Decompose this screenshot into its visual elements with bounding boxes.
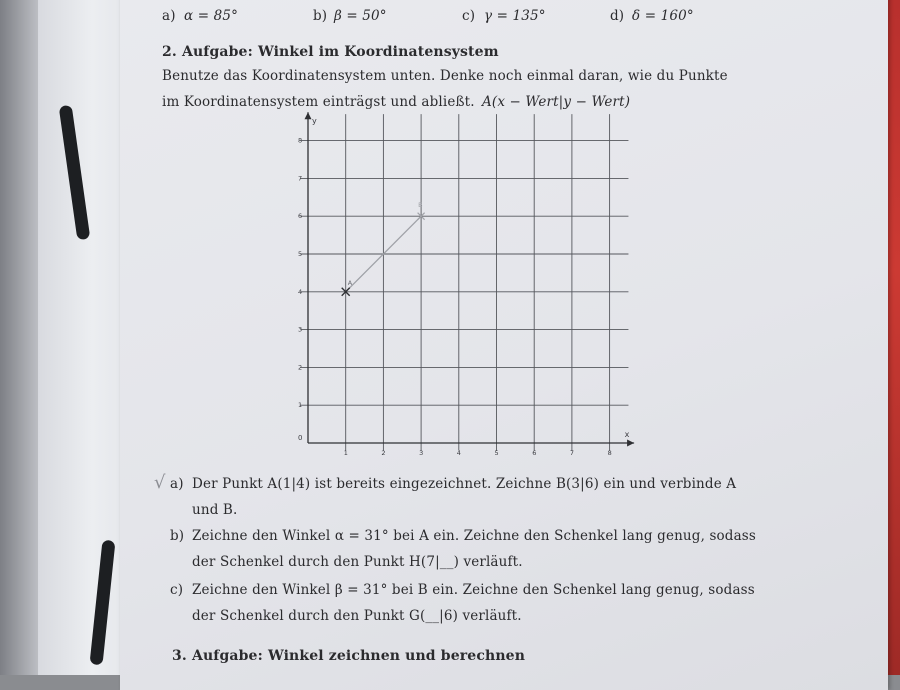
task3-heading: 3. Aufgabe: Winkel zeichnen und berechnen — [172, 648, 526, 664]
y-tick-label: 3 — [298, 325, 303, 334]
x-axis-arrow — [627, 440, 634, 447]
subtask-c-label: c) — [170, 582, 184, 598]
angle-d-label: d) — [610, 8, 625, 24]
task2-intro-formula: A(x − Wert|y − Wert) — [482, 94, 631, 110]
y-tick-label: 8 — [298, 136, 303, 145]
x-tick-label: 6 — [532, 449, 537, 457]
checkmark: √ — [154, 472, 166, 493]
y-tick-label: 6 — [298, 212, 303, 221]
angle-c-value: γ = 135° — [484, 8, 546, 24]
y-axis-arrow — [305, 112, 312, 119]
point-a-label: A — [347, 278, 353, 287]
worksheet-page — [120, 0, 888, 690]
angle-b-value: β = 50° — [334, 8, 387, 24]
subtask-c-line1: Zeichne den Winkel β = 31° bei B ein. Zeichne den Schenkel lang genug, sodass — [192, 582, 755, 598]
x-tick-label: 3 — [419, 449, 424, 457]
subtask-a-line2: und B. — [192, 502, 238, 518]
angle-b-label: b) — [313, 8, 328, 24]
y-tick-label: 4 — [298, 287, 303, 296]
subtask-a-line1: Der Punkt A(1|4) ist bereits eingezeichnet. Zeichne B(3|6) ein und verbinde A — [192, 476, 737, 492]
y-tick-label: 5 — [298, 250, 303, 258]
point-b-label: B — [418, 201, 423, 210]
y-axis-label: y — [312, 116, 317, 126]
task2-heading: 2. Aufgabe: Winkel im Koordinatensystem — [162, 44, 499, 60]
angle-d-value: δ = 160° — [632, 8, 694, 24]
angle-a-value: α = 85° — [184, 8, 238, 24]
origin-label: 0 — [298, 434, 303, 442]
x-axis-label: x — [624, 430, 630, 439]
angle-a-label: a) — [162, 8, 176, 24]
x-tick-label: 8 — [607, 449, 612, 457]
y-tick-label: 7 — [298, 174, 303, 183]
subtask-a-label: a) — [170, 476, 184, 492]
x-tick-label: 4 — [456, 449, 461, 457]
x-tick-label: 5 — [494, 449, 499, 457]
task2-intro-line2: im Koordinatensystem einträgst und abließt. — [162, 94, 475, 110]
x-tick-label: 1 — [343, 449, 348, 457]
subtask-b-line1: Zeichne den Winkel α = 31° bei A ein. Zeichne den Schenkel lang genug, sodass — [192, 528, 756, 544]
subtask-b-line2: der Schenkel durch den Punkt H(7|__) verläuft. — [192, 554, 523, 570]
task2-intro-line1: Benutze das Koordinatensystem unten. Denke noch einmal daran, wie du Punkte — [162, 68, 728, 84]
y-tick-label: 2 — [298, 363, 303, 372]
subtask-c-line2: der Schenkel durch den Punkt G(__|6) verläuft. — [192, 608, 522, 624]
x-tick-label: 2 — [381, 449, 386, 457]
subtask-b-label: b) — [170, 528, 185, 544]
y-tick-label: 1 — [298, 401, 303, 410]
x-tick-label: 7 — [569, 449, 575, 457]
angle-c-label: c) — [462, 8, 476, 24]
axes — [305, 112, 635, 446]
